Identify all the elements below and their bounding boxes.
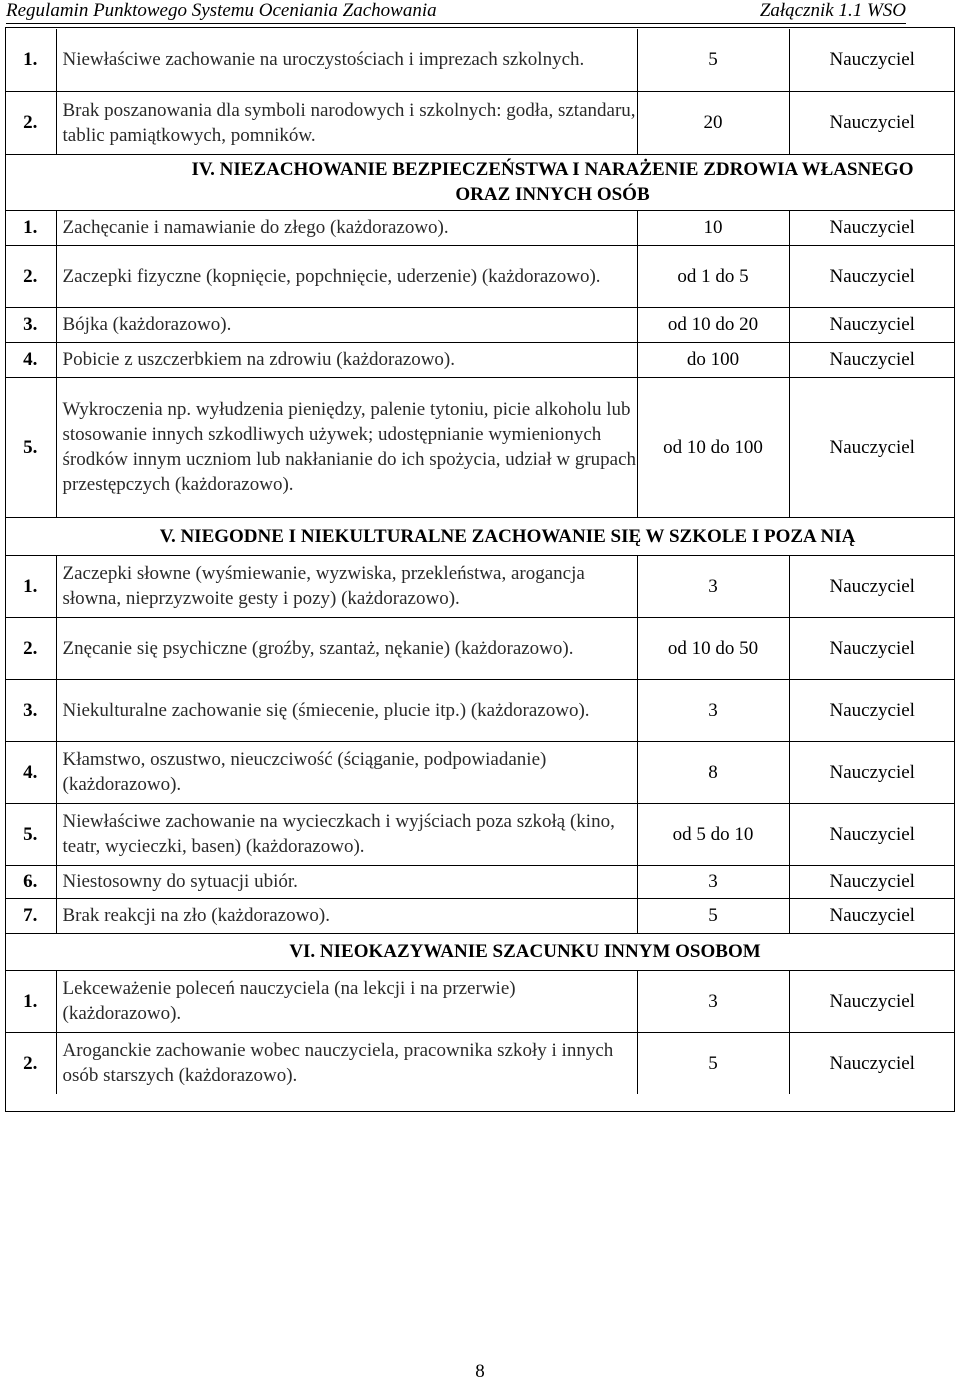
row-responsible: Nauczyciel xyxy=(829,314,915,335)
row-description: Wykroczenia np. wyłudzenia pieniędzy, palenie tytoniu, picie alkoholu lub stosowanie innych szkodliwych używek; udostępnianie wymienionych środków innym uczniom lub nakłanianie do ich spożycia, udział w grupach przestępczych (każdorazowo). xyxy=(56,377,637,517)
table-row xyxy=(5,342,955,377)
table-row xyxy=(5,29,955,91)
row-description: Niewłaściwe zachowanie na uroczystościach i imprezach szkolnych. xyxy=(56,29,637,91)
row-number: 6. xyxy=(5,865,56,898)
section-title-vi: VI. NIEOKAZYWANIE SZACUNKU INNYM OSOBOM xyxy=(289,941,761,962)
row-number: 2. xyxy=(5,245,56,307)
row-points: 5 xyxy=(637,29,789,91)
row-description: Aroganckie zachowanie wobec nauczyciela, pracownika szkoły i innych osób starszych (każdorazowo). xyxy=(56,1032,637,1094)
table-row xyxy=(5,210,955,245)
row-responsible: Nauczyciel xyxy=(829,217,915,238)
row-points: od 1 do 5 xyxy=(637,245,789,307)
row-description: Znęcanie się psychiczne (groźby, szantaż, nękanie) (każdorazowo). xyxy=(56,617,637,679)
table-row xyxy=(5,741,955,803)
table-row xyxy=(5,865,955,898)
row-number: 1. xyxy=(5,210,56,245)
row-responsible: Nauczyciel xyxy=(829,761,915,783)
header-rule xyxy=(6,23,906,24)
row-responsible: Nauczyciel xyxy=(829,575,915,597)
row-number: 1. xyxy=(5,555,56,617)
row-number: 1. xyxy=(5,29,56,91)
row-number: 4. xyxy=(5,342,56,377)
table-row xyxy=(5,91,955,154)
row-points: 3 xyxy=(637,555,789,617)
row-points: 3 xyxy=(637,865,789,898)
row-number: 7. xyxy=(5,898,56,933)
header-document-title: Regulamin Punktowego Systemu Oceniania Zachowania xyxy=(6,0,437,21)
section-title-iv: IV. NIEZACHOWANIE BEZPIECZEŃSTWA I NARAŻENIE ZDROWIA WŁASNEGO ORAZ INNYCH OSÓB xyxy=(191,159,914,205)
table-row xyxy=(5,307,955,342)
row-points: od 10 do 100 xyxy=(637,377,789,517)
row-points: 3 xyxy=(637,679,789,741)
row-description: Zaczepki fizyczne (kopnięcie, popchnięcie, uderzenie) (każdorazowo). xyxy=(56,245,637,307)
row-responsible: Nauczyciel xyxy=(829,905,915,926)
table-row xyxy=(5,679,955,741)
section-header-row xyxy=(5,154,955,210)
row-points: 5 xyxy=(637,898,789,933)
row-responsible: Nauczyciel xyxy=(829,990,915,1012)
row-number: 5. xyxy=(5,803,56,865)
table-row xyxy=(5,245,955,307)
row-responsible: Nauczyciel xyxy=(829,699,915,721)
table-row xyxy=(5,555,955,617)
row-responsible: Nauczyciel xyxy=(829,823,915,845)
row-responsible: Nauczyciel xyxy=(829,436,915,458)
row-number: 4. xyxy=(5,741,56,803)
section-header-row xyxy=(5,933,955,970)
row-description: Zachęcanie i namawianie do złego (każdorazowo). xyxy=(56,210,637,245)
row-number: 3. xyxy=(5,679,56,741)
row-description: Niestosowny do sytuacji ubiór. xyxy=(56,865,637,898)
behavior-points-table xyxy=(5,29,955,1094)
row-responsible: Nauczyciel xyxy=(829,871,915,892)
table-row xyxy=(5,803,955,865)
row-points: 5 xyxy=(637,1032,789,1094)
row-responsible: Nauczyciel xyxy=(829,49,915,71)
header-attachment-label: Załącznik 1.1 WSO xyxy=(759,0,906,21)
page-number: 8 xyxy=(475,1361,485,1382)
row-description: Kłamstwo, oszustwo, nieuczciwość (ściąganie, podpowiadanie) (każdorazowo). xyxy=(56,741,637,803)
table-row xyxy=(5,970,955,1032)
row-description: Bójka (każdorazowo). xyxy=(56,307,637,342)
page-header xyxy=(6,0,906,24)
row-number: 2. xyxy=(5,1032,56,1094)
row-points: 3 xyxy=(637,970,789,1032)
table-row xyxy=(5,377,955,517)
row-number: 1. xyxy=(5,970,56,1032)
row-responsible: Nauczyciel xyxy=(829,265,915,287)
row-description: Niekulturalne zachowanie się (śmiecenie, plucie itp.) (każdorazowo). xyxy=(56,679,637,741)
section-header-row xyxy=(5,517,955,555)
row-responsible: Nauczyciel xyxy=(829,112,915,133)
row-points: od 10 do 20 xyxy=(637,307,789,342)
row-points: do 100 xyxy=(637,342,789,377)
table-row xyxy=(5,1032,955,1094)
table-row xyxy=(5,617,955,679)
row-points: od 5 do 10 xyxy=(637,803,789,865)
row-points: 10 xyxy=(637,210,789,245)
row-description: Pobicie z uszczerbkiem na zdrowiu (każdorazowo). xyxy=(56,342,637,377)
row-description: Lekceważenie poleceń nauczyciela (na lekcji i na przerwie) (każdorazowo). xyxy=(56,970,637,1032)
row-responsible: Nauczyciel xyxy=(829,637,915,659)
row-description: Zaczepki słowne (wyśmiewanie, wyzwiska, przekleństwa, arogancja słowna, nieprzyzwoite gesty i pozy) (każdorazowo). xyxy=(56,555,637,617)
row-responsible: Nauczyciel xyxy=(829,1052,915,1074)
section-title-v: V. NIEGODNE I NIEKULTURALNE ZACHOWANIE SIĘ W SZKOLE I POZA NIĄ xyxy=(159,525,856,547)
row-description: Brak poszanowania dla symboli narodowych i szkolnych: godła, sztandaru, tablic pamiątkowych, pomników. xyxy=(56,91,637,154)
row-points: 20 xyxy=(637,91,789,154)
row-number: 2. xyxy=(5,91,56,154)
row-number: 2. xyxy=(5,617,56,679)
row-description: Brak reakcji na zło (każdorazowo). xyxy=(56,898,637,933)
row-number: 5. xyxy=(5,377,56,517)
row-points: 8 xyxy=(637,741,789,803)
row-points: od 10 do 50 xyxy=(637,617,789,679)
row-description: Niewłaściwe zachowanie na wycieczkach i wyjściach poza szkołą (kino, teatr, wycieczki, basen) (każdorazowo). xyxy=(56,803,637,865)
table-row xyxy=(5,898,955,933)
row-number: 3. xyxy=(5,307,56,342)
row-responsible: Nauczyciel xyxy=(829,349,915,370)
